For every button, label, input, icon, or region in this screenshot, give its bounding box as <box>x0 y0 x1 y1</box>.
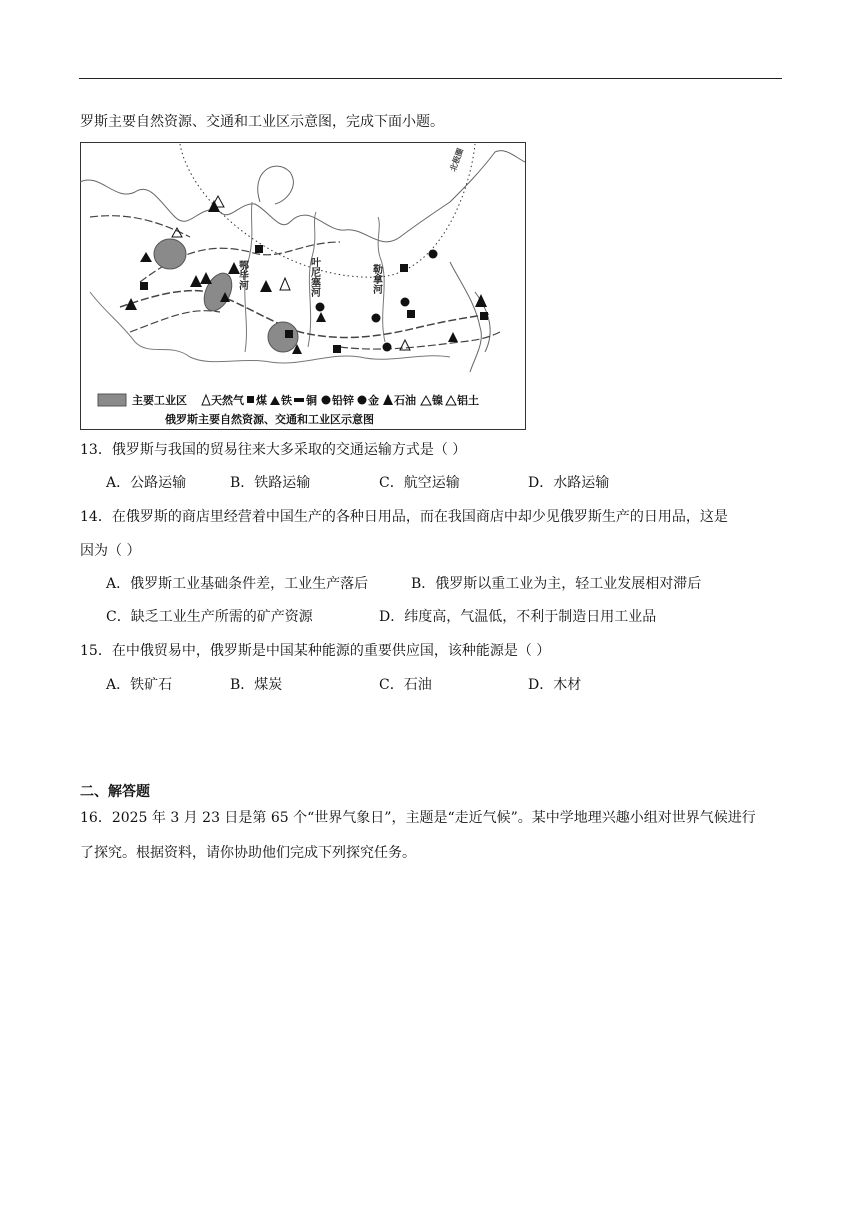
legend-natural-gas: 天然气 <box>211 394 244 407</box>
q14-option-a[interactable]: A．俄罗斯工业基础条件差，工业生产落后 <box>106 576 369 592</box>
q16-line1 <box>80 808 756 828</box>
map-caption: 俄罗斯主要自然资源、交通和工业区示意图 <box>165 413 374 426</box>
q14-number: 14． <box>80 509 112 525</box>
q14-line2: 因为（ ） <box>80 543 141 559</box>
q13-option-b[interactable]: B．铁路运输 <box>230 475 311 491</box>
q15 <box>80 641 550 661</box>
legend-coal: 煤 <box>256 394 267 407</box>
lena-river-label: 勒拿河 <box>370 264 382 294</box>
q13 <box>80 440 466 460</box>
ob-river-label: 鄂毕河 <box>236 260 248 290</box>
legend-nickel: 镍 <box>432 394 443 407</box>
legend-copper: 铜 <box>306 394 317 407</box>
q16-number: 16． <box>80 810 112 826</box>
arctic-circle-label: 北极圈 <box>448 147 466 173</box>
q15-number: 15． <box>80 643 112 659</box>
q14-option-b[interactable]: B．俄罗斯以重工业为主，轻工业发展相对滞后 <box>411 576 702 592</box>
q15-option-c[interactable]: C．石油 <box>379 677 432 693</box>
q16-line2: 了探究。根据资料，请你协助他们完成下列探究任务。 <box>80 845 416 861</box>
q13-number: 13． <box>80 442 112 458</box>
legend-industrial-zone: 主要工业区 <box>132 394 187 407</box>
q14-line1 <box>80 507 728 527</box>
q13-option-d[interactable]: D．水路运输 <box>528 475 610 491</box>
legend-gold: 金 <box>368 394 379 407</box>
q13-text: 俄罗斯与我国的贸易往来大多采取的交通运输方式是（ ） <box>111 442 467 458</box>
q14-option-d[interactable]: D．纬度高，气温低，不利于制造日用工业品 <box>379 609 657 625</box>
legend-bauxite: 铝土 <box>457 394 479 407</box>
intro-text: 罗斯主要自然资源、交通和工业区示意图，完成下面小题。 <box>80 114 444 130</box>
legend-iron: 铁 <box>281 394 292 407</box>
q15-option-d[interactable]: D．木材 <box>528 677 582 693</box>
q13-option-a[interactable]: A．公路运输 <box>106 475 187 491</box>
q13-option-c[interactable]: C．航空运输 <box>379 475 460 491</box>
q16-text: 2025 年 3 月 23 日是第 65 个“世界气象日”，主题是“走近气候”。某中学地理兴趣小组对世界气候进行 <box>111 810 756 826</box>
q14-text: 在俄罗斯的商店里经营着中国生产的各种日用品，而在我国商店中却少见俄罗斯生产的日用品，这是 <box>111 509 728 525</box>
legend-oil: 石油 <box>394 394 416 407</box>
russia-resource-map <box>80 142 526 430</box>
q15-text: 在中俄贸易中，俄罗斯是中国某种能源的重要供应国，该种能源是（ ） <box>111 643 551 659</box>
header-rule <box>79 78 782 79</box>
q14-option-c[interactable]: C．缺乏工业生产所需的矿产资源 <box>106 609 313 625</box>
q15-option-a[interactable]: A．铁矿石 <box>106 677 173 693</box>
legend-lead-zinc: 铅锌 <box>332 394 354 407</box>
q15-option-b[interactable]: B．煤炭 <box>230 677 283 693</box>
yenisei-river-label: 叶尼塞河 <box>308 257 320 297</box>
section-title: 二、解答题 <box>80 784 150 800</box>
